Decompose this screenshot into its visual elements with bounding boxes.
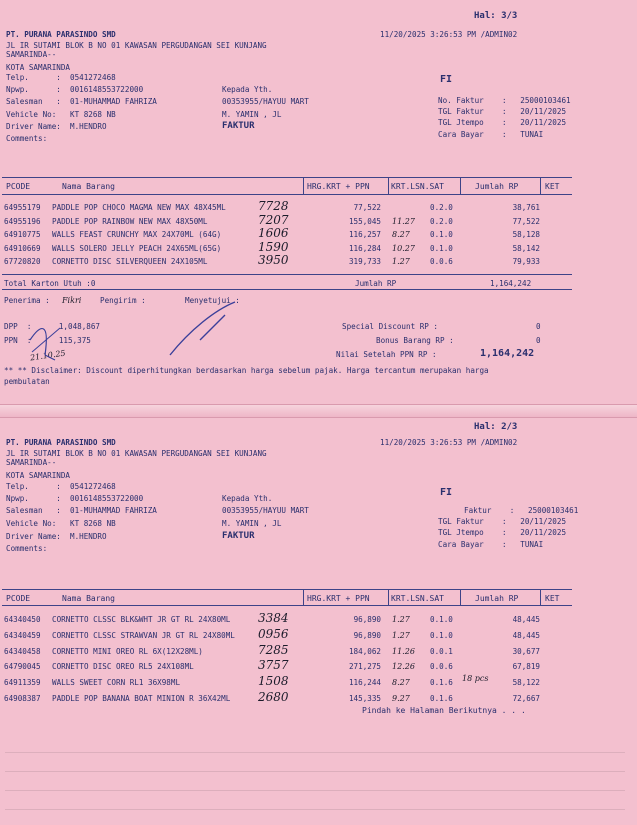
row-hrg-krt: 271,275 <box>348 662 381 672</box>
row-pcode: 64340458 <box>4 646 41 656</box>
row-jumlah-rp: 67,819 <box>512 662 540 672</box>
invoice-page-3 <box>0 0 637 405</box>
jumlah-rp-label: Jumlah RP <box>355 279 397 288</box>
row-nama-barang: WALLS SOLERO JELLY PEACH 24X65ML(65G) <box>52 243 222 253</box>
row-jumlah-rp: 48,445 <box>512 630 540 640</box>
row-pcode: 64340459 <box>4 630 41 640</box>
penerima-handwriting: Fikri <box>62 296 82 305</box>
row-hrg-krt: 116,257 <box>348 230 381 240</box>
row-jumlah-rp: 77,522 <box>512 216 540 226</box>
row-krt-lsn-sat: 0.1.0 <box>430 630 453 640</box>
handwritten-pcs-note: 18 pcs <box>462 674 489 683</box>
row-krt-lsn-sat: 0.1.0 <box>430 230 453 240</box>
col-nama-barang: Nama Barang <box>62 594 115 603</box>
faktur-title: FAKTUR <box>222 121 255 131</box>
row-handwritten-date: 11.27 <box>392 216 415 226</box>
row-hrg-krt: 155,045 <box>348 216 381 226</box>
row-handwritten-date: 12.26 <box>392 662 415 672</box>
kepada-label: Kepada Yth. <box>222 494 273 503</box>
tgl-faktur: TGL Faktur : 20/11/2025 <box>438 517 567 526</box>
driver-name: Driver Name: M.HENDRO <box>6 122 107 131</box>
row-handwritten-code: 1590 <box>258 239 289 254</box>
row-nama-barang: WALLS FEAST CRUNCHY MAX 24X70ML (64G) <box>52 230 222 240</box>
row-krt-lsn-sat: 0.2.0 <box>430 203 453 212</box>
pengirim-label: Pengirim : <box>100 296 146 305</box>
comments: Comments: <box>6 134 48 143</box>
dpp: DPP : 1,048,867 <box>4 322 101 331</box>
col-jumlah-rp: Jumlah RP <box>475 594 519 603</box>
row-hrg-krt: 96,890 <box>353 630 381 640</box>
row-handwritten-code: 1508 <box>258 674 289 689</box>
row-handwritten-date: 8.27 <box>392 230 410 240</box>
address-line-1: JL IR SUTAMI BLOK B NO 01 KAWASAN PERGUDANGAN SEI KUNJANG <box>6 41 267 50</box>
row-nama-barang: PADDLE POP BANANA BOAT MINION R 36X42ML <box>52 694 231 703</box>
row-handwritten-date: 11.26 <box>392 646 415 656</box>
salesman: Salesman : 01-MUHAMMAD FAHRIZA <box>6 506 157 515</box>
row-krt-lsn-sat: 0.0.6 <box>430 662 453 672</box>
jumlah-rp-value: 1,164,242 <box>490 279 532 288</box>
penerima-label: Penerima : <box>4 296 50 305</box>
faktur-title: FAKTUR <box>222 531 255 541</box>
row-nama-barang: CORNETTO DISC SILVERQUEEN 24X105ML <box>52 257 208 267</box>
page-number: Hal: 3/3 <box>474 11 518 21</box>
row-hrg-krt: 96,890 <box>353 615 381 624</box>
print-datetime: 11/20/2025 3:26:53 PM /ADMIN02 <box>380 438 518 447</box>
col-ket: KET <box>545 182 560 191</box>
npwp: Npwp. : 0016148553722000 <box>6 494 144 503</box>
row-jumlah-rp: 79,933 <box>512 257 540 267</box>
vehicle-no: Vehicle No: KT 8268 NB <box>6 110 116 119</box>
page-number: Hal: 2/3 <box>474 422 518 432</box>
total-karton: Total Karton Utuh :0 <box>4 279 96 288</box>
col-jumlah-rp: Jumlah RP <box>475 182 519 191</box>
row-pcode: 64911359 <box>4 678 41 688</box>
row-handwritten-code: 7285 <box>258 642 289 657</box>
fi-code: FI <box>440 487 453 498</box>
print-datetime: 11/20/2025 3:26:53 PM /ADMIN02 <box>380 30 518 39</box>
row-nama-barang: PADDLE POP RAINBOW NEW MAX 48X50ML <box>52 216 208 226</box>
ppn: PPN : 115,375 <box>4 336 91 345</box>
signature-scribble <box>20 300 250 370</box>
special-discount-value: 0 <box>536 322 541 331</box>
row-nama-barang: CORNETTO CLSSC BLK&WHT JR GT RL 24X80ML <box>52 615 231 624</box>
row-krt-lsn-sat: 0.1.6 <box>430 678 453 688</box>
next-page-note: Pindah ke Halaman Berikutnya . . . <box>362 706 526 715</box>
npwp: Npwp. : 0016148553722000 <box>6 85 144 94</box>
row-krt-lsn-sat: 0.1.0 <box>430 615 453 624</box>
row-krt-lsn-sat: 0.1.0 <box>430 243 453 253</box>
row-pcode: 64955179 <box>4 203 41 212</box>
customer-address: M. YAMIN , JL <box>222 110 282 119</box>
row-handwritten-code: 7207 <box>258 212 289 227</box>
comments: Comments: <box>6 544 48 553</box>
company-name: PT. PURANA PARASINDO SMD <box>6 438 116 447</box>
row-jumlah-rp: 30,677 <box>512 646 540 656</box>
row-handwritten-date: 1.27 <box>392 257 410 267</box>
row-handwritten-code: 3757 <box>258 658 289 673</box>
row-hrg-krt: 145,335 <box>348 694 381 703</box>
row-pcode: 64340450 <box>4 615 41 624</box>
telp: Telp. : 0541272468 <box>6 73 116 82</box>
nilai-setelah-label: Nilai Setelah PPN RP : <box>336 350 437 359</box>
address-line-3: KOTA SAMARINDA <box>6 63 71 72</box>
row-pcode: 64790045 <box>4 662 41 672</box>
disclaimer-line-1: ** ** Disclaimer: Discount diperhitungkan berdasarkan harga sebelum pajak. Harga tercantum merupakan harga <box>4 366 489 375</box>
bonus-barang-label: Bonus Barang RP : <box>376 336 454 345</box>
row-nama-barang: PADDLE POP CHOCO MAGMA NEW MAX 48X45ML <box>52 203 226 212</box>
row-handwritten-code: 3950 <box>258 253 289 268</box>
special-discount-label: Special Discount RP : <box>342 322 439 331</box>
address-line-2: SAMARINDA-- <box>6 458 57 467</box>
row-hrg-krt: 116,244 <box>348 678 381 688</box>
vehicle-no: Vehicle No: KT 8268 NB <box>6 519 116 528</box>
cara-bayar: Cara Bayar : TUNAI <box>438 540 544 549</box>
no-faktur: No. Faktur : 25000103461 <box>438 96 571 105</box>
company-name: PT. PURANA PARASINDO SMD <box>6 30 116 39</box>
row-hrg-krt: 77,522 <box>353 203 381 212</box>
fi-code: FI <box>440 74 453 85</box>
tgl-faktur: TGL Faktur : 20/11/2025 <box>438 107 567 116</box>
row-nama-barang: CORNETTO DISC OREO RL5 24X108ML <box>52 662 194 672</box>
address-line-2: SAMARINDA-- <box>6 50 57 59</box>
row-krt-lsn-sat: 0.0.6 <box>430 257 453 267</box>
customer-name: 00353955/HAYUU MART <box>222 506 309 515</box>
nilai-setelah-value: 1,164,242 <box>480 348 535 359</box>
row-pcode: 64910775 <box>4 230 41 240</box>
row-jumlah-rp: 38,761 <box>512 203 540 212</box>
col-pcode: PCODE <box>6 594 31 603</box>
col-hrg-krt: HRG.KRT + PPN <box>307 182 370 191</box>
row-jumlah-rp: 48,445 <box>512 615 540 624</box>
row-handwritten-code: 3384 <box>258 611 289 625</box>
customer-address: M. YAMIN , JL <box>222 519 282 528</box>
row-handwritten-date: 1.27 <box>392 615 410 624</box>
handwritten-date: 21.10.25 <box>29 348 67 363</box>
row-jumlah-rp: 58,128 <box>512 230 540 240</box>
bonus-barang-value: 0 <box>536 336 541 345</box>
col-nama-barang: Nama Barang <box>62 182 115 191</box>
row-hrg-krt: 319,733 <box>348 257 381 267</box>
driver-name: Driver Name: M.HENDRO <box>6 532 107 541</box>
row-handwritten-code: 0956 <box>258 626 289 641</box>
faint-bleedthrough <box>5 752 625 822</box>
telp: Telp. : 0541272468 <box>6 482 116 491</box>
col-pcode: PCODE <box>6 182 31 191</box>
row-nama-barang: CORNETTO CLSSC STRAWVAN JR GT RL 24X80ML <box>52 630 235 640</box>
address-line-3: KOTA SAMARINDA <box>6 471 71 480</box>
row-handwritten-code: 1606 <box>258 226 289 241</box>
row-nama-barang: CORNETTO MINI OREO RL 6X(12X28ML) <box>52 646 203 656</box>
row-nama-barang: WALLS SWEET CORN RL1 36X98ML <box>52 678 181 688</box>
col-krt-lsn-sat: KRT.LSN.SAT <box>391 594 444 603</box>
row-jumlah-rp: 58,142 <box>512 243 540 253</box>
row-handwritten-date: 10.27 <box>392 243 415 253</box>
row-krt-lsn-sat: 0.0.1 <box>430 646 453 656</box>
row-pcode: 67720820 <box>4 257 41 267</box>
customer-name: 00353955/HAYUU MART <box>222 97 309 106</box>
tgl-jtempo: TGL Jtempo : 20/11/2025 <box>438 118 567 127</box>
row-pcode: 64955196 <box>4 216 41 226</box>
row-jumlah-rp: 58,122 <box>512 678 540 688</box>
row-pcode: 64910669 <box>4 243 41 253</box>
row-krt-lsn-sat: 0.1.6 <box>430 694 453 703</box>
tgl-jtempo: TGL Jtempo : 20/11/2025 <box>438 528 567 537</box>
col-krt-lsn-sat: KRT.LSN.SAT <box>391 182 444 191</box>
row-handwritten-date: 1.27 <box>392 630 410 640</box>
kepada-label: Kepada Yth. <box>222 85 273 94</box>
col-hrg-krt: HRG.KRT + PPN <box>307 594 370 603</box>
row-handwritten-code: 2680 <box>258 690 289 704</box>
row-jumlah-rp: 72,667 <box>512 694 540 703</box>
col-ket: KET <box>545 594 560 603</box>
menyetujui-label: Menyetujui : <box>185 296 240 305</box>
row-pcode: 64908387 <box>4 694 41 703</box>
cara-bayar: Cara Bayar : TUNAI <box>438 130 544 139</box>
no-faktur: Faktur : 25000103461 <box>464 506 579 515</box>
row-hrg-krt: 116,284 <box>348 243 381 253</box>
row-handwritten-date: 8.27 <box>392 678 410 688</box>
row-krt-lsn-sat: 0.2.0 <box>430 216 453 226</box>
row-hrg-krt: 184,062 <box>348 646 381 656</box>
address-line-1: JL IR SUTAMI BLOK B NO 01 KAWASAN PERGUDANGAN SEI KUNJANG <box>6 449 267 458</box>
disclaimer-line-2: pembulatan <box>4 377 50 386</box>
row-handwritten-code: 7728 <box>258 199 289 213</box>
salesman: Salesman : 01-MUHAMMAD FAHRIZA <box>6 97 157 106</box>
row-handwritten-date: 9.27 <box>392 694 410 703</box>
